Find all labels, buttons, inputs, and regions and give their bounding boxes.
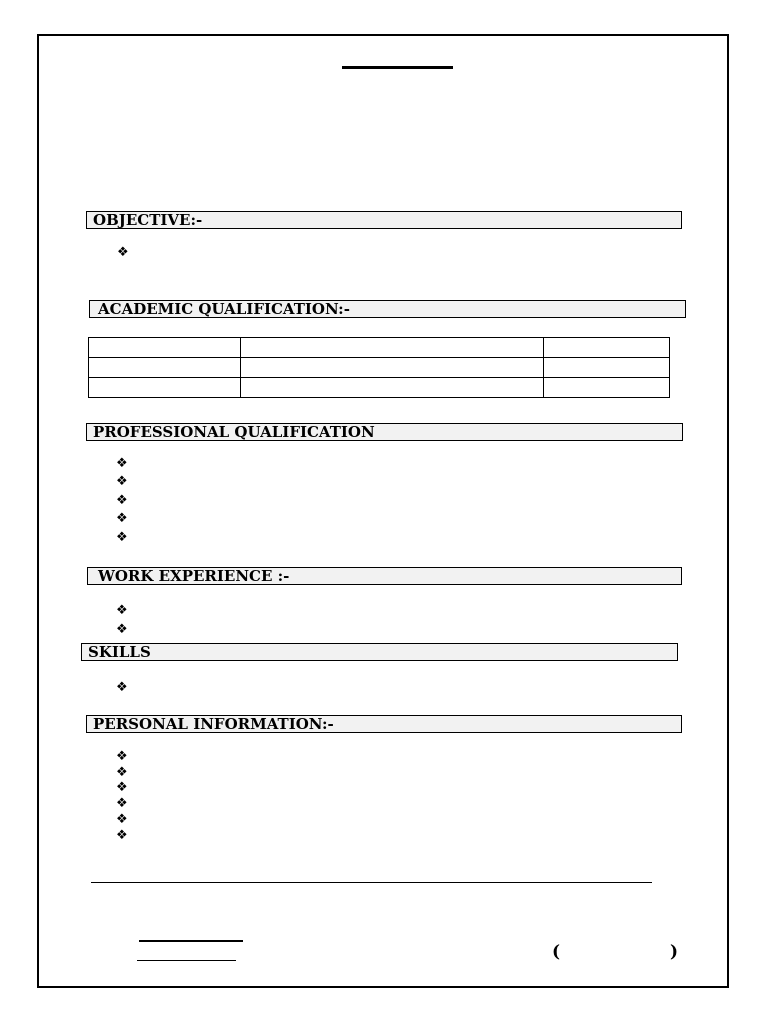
title-underline bbox=[342, 66, 453, 69]
date-line bbox=[139, 940, 243, 942]
table-row bbox=[89, 358, 670, 378]
table-cell bbox=[89, 358, 241, 378]
table-row bbox=[89, 378, 670, 398]
bullet-icon: ❖ bbox=[116, 765, 128, 780]
table-cell bbox=[240, 338, 543, 358]
section-heading-label: ACADEMIC QUALIFICATION:- bbox=[98, 300, 350, 318]
bullet-icon: ❖ bbox=[116, 812, 128, 827]
section-heading-label: SKILLS bbox=[88, 643, 151, 661]
table-cell bbox=[89, 378, 241, 398]
section-heading-professional bbox=[86, 423, 683, 441]
table-cell bbox=[544, 378, 670, 398]
bullet-icon: ❖ bbox=[116, 622, 128, 637]
section-heading-work-experience bbox=[87, 567, 682, 585]
table-cell bbox=[240, 378, 543, 398]
bullet-icon: ❖ bbox=[116, 749, 128, 764]
bullet-icon: ❖ bbox=[116, 680, 128, 695]
table-cell bbox=[240, 358, 543, 378]
resume-page-border bbox=[37, 34, 729, 988]
academic-qualification-table bbox=[88, 337, 670, 398]
section-heading-personal-information bbox=[86, 715, 682, 733]
table-cell bbox=[89, 338, 241, 358]
bullet-icon: ❖ bbox=[116, 828, 128, 843]
bullet-icon: ❖ bbox=[116, 603, 128, 618]
signature-open-paren: ( bbox=[552, 942, 561, 962]
bullet-icon: ❖ bbox=[116, 474, 128, 489]
section-heading-objective bbox=[86, 211, 682, 229]
bullet-icon: ❖ bbox=[116, 780, 128, 795]
bullet-icon: ❖ bbox=[116, 456, 128, 471]
bullet-icon: ❖ bbox=[116, 493, 128, 508]
table-cell bbox=[544, 358, 670, 378]
section-heading-academic bbox=[89, 300, 686, 318]
bullet-icon: ❖ bbox=[116, 511, 128, 526]
section-heading-label: OBJECTIVE:- bbox=[93, 211, 203, 229]
bullet-icon: ❖ bbox=[117, 245, 129, 260]
section-heading-skills bbox=[81, 643, 678, 661]
table-cell bbox=[544, 338, 670, 358]
section-heading-label: WORK EXPERIENCE :- bbox=[98, 567, 290, 585]
bullet-icon: ❖ bbox=[116, 530, 128, 545]
declaration-divider bbox=[91, 882, 652, 883]
section-heading-label: PERSONAL INFORMATION:- bbox=[93, 715, 334, 733]
signature-close-paren: ) bbox=[670, 942, 679, 962]
table-row bbox=[89, 338, 670, 358]
section-heading-label: PROFESSIONAL QUALIFICATION bbox=[93, 423, 375, 441]
place-line bbox=[137, 960, 236, 961]
bullet-icon: ❖ bbox=[116, 796, 128, 811]
